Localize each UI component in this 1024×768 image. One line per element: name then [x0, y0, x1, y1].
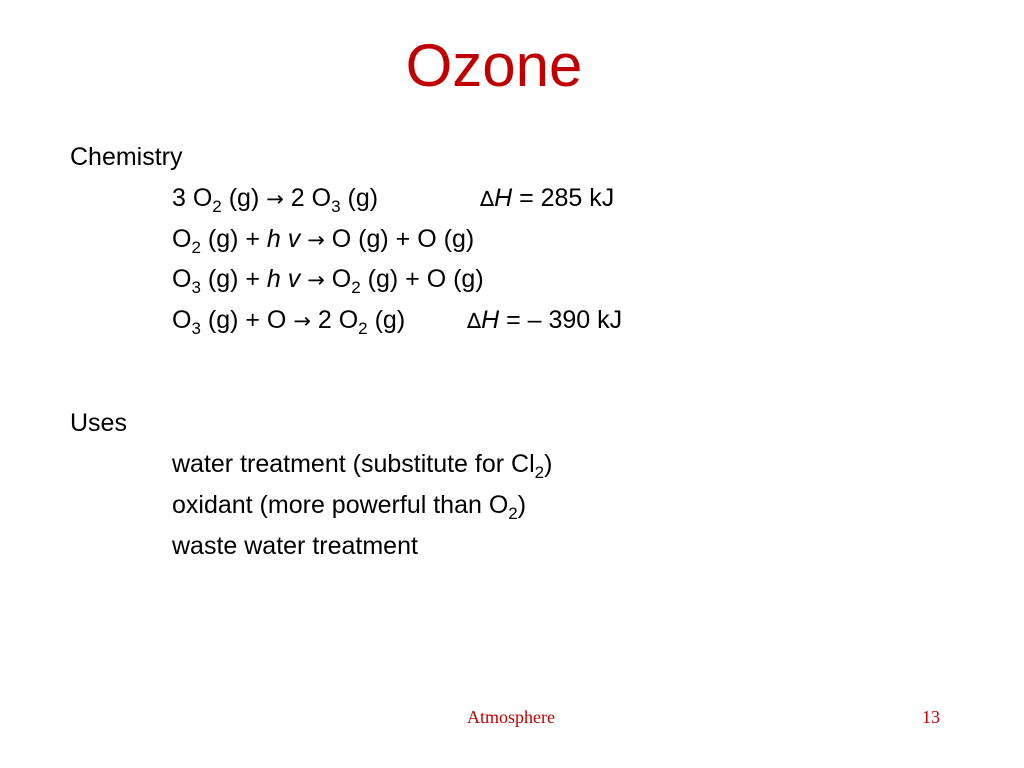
- photon-energy: h v: [266, 225, 301, 253]
- eq3-lhs: O: [172, 265, 192, 293]
- equation-1: [172, 182, 378, 215]
- eq1-lhs: 3 O: [172, 184, 213, 212]
- enthalpy-symbol: H: [494, 184, 513, 212]
- eq2-lhs-rest: (g) +: [200, 225, 267, 253]
- eq1-rhs-state: (g): [340, 184, 379, 212]
- use-item-subscript: 2: [534, 463, 545, 482]
- use-item-text: waste water treatment: [172, 532, 418, 560]
- footer-topic: Atmosphere: [467, 707, 555, 727]
- slide-title: Ozone: [405, 32, 583, 99]
- eq4-lhs: O: [172, 306, 192, 334]
- page-number: 13: [922, 707, 940, 727]
- use-item-oxidant: [172, 489, 526, 521]
- use-item-close: ): [544, 450, 553, 478]
- eq3-rhs-subscript: 2: [351, 278, 361, 297]
- use-item-waste-water: [172, 530, 418, 562]
- eq2-lhs-subscript: 2: [191, 238, 201, 257]
- enthalpy-1: [480, 182, 614, 215]
- reaction-arrow-icon: →: [307, 268, 325, 292]
- eq4-rhs-subscript: 2: [358, 319, 368, 338]
- eq1-lhs-state: (g): [221, 184, 267, 212]
- use-item-text: water treatment (substitute for Cl: [172, 450, 535, 478]
- equation-3: [172, 263, 484, 296]
- reaction-arrow-icon: →: [266, 187, 284, 211]
- eq2-lhs: O: [172, 225, 192, 253]
- eq3-lhs-subscript: 3: [191, 278, 201, 297]
- enthalpy-symbol: H: [481, 306, 500, 334]
- uses-heading: Uses: [70, 409, 127, 437]
- eq2-rhs: O (g) + O (g): [324, 225, 475, 253]
- use-item-subscript: 2: [508, 504, 518, 523]
- eq3-rhs: O: [324, 265, 352, 293]
- enthalpy-value: = 285 kJ: [512, 184, 615, 212]
- eq1-rhs-subscript: 3: [331, 197, 341, 216]
- eq4-rhs: 2 O: [310, 306, 359, 334]
- equation-4: [172, 304, 405, 337]
- delta-symbol: ∆: [467, 309, 482, 333]
- reaction-arrow-icon: →: [293, 309, 311, 333]
- use-item-water-treatment: [172, 448, 552, 480]
- delta-symbol: ∆: [480, 187, 495, 211]
- eq3-lhs-rest: (g) +: [200, 265, 267, 293]
- eq4-lhs-rest: (g) + O: [200, 306, 294, 334]
- eq3-rhs-rest: (g) + O (g): [360, 265, 484, 293]
- use-item-close: ): [517, 491, 527, 519]
- photon-energy: h v: [266, 265, 301, 293]
- enthalpy-4: [467, 304, 622, 337]
- chemistry-heading: Chemistry: [70, 143, 183, 171]
- enthalpy-value: = – 390 kJ: [499, 306, 623, 334]
- equation-2: [172, 223, 474, 256]
- reaction-arrow-icon: →: [307, 228, 325, 252]
- use-item-text: oxidant (more powerful than O: [172, 491, 509, 519]
- eq1-lhs-subscript: 2: [212, 197, 222, 216]
- eq1-rhs: 2 O: [283, 184, 332, 212]
- eq4-lhs-subscript: 3: [191, 319, 201, 338]
- eq4-rhs-state: (g): [367, 306, 406, 334]
